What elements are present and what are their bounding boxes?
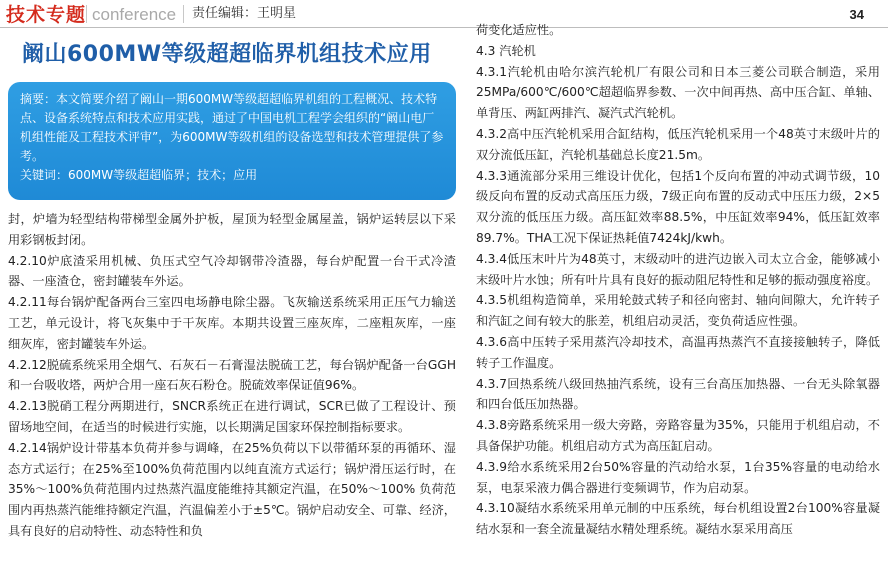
paragraph: 4.2.14锅炉设计带基本负荷并参与调峰，在25%负荷以下以带循环泵的再循环、湿态方式运行；在25%至100%负荷范围内以纯直流方式运行；锅炉滑压运行时，在35%～100%负荷范围内过热蒸汽温度能维持其额定汽温，在50%～100% 负荷范围内再热蒸汽能维持额定汽温，汽温偏差小于±5℃。锅炉启动安全、可靠、经济，具有良好的启动特性、动态特性和负 [8,440,456,538]
paragraph: 4.2.12脱硫系统采用全烟气、石灰石－石膏湿法脱硫工艺，每台锅炉配备一台GGH和一台吸收塔，两炉合用一座石灰石粉仓。脱硫效率保证值96%。 [8,357,456,393]
section-brand: 技术专题 [6,4,87,26]
paragraph: 封，炉墙为轻型结构带梯型金属外护板，屋顶为轻型金属屋盖，锅炉运转层以下采用彩钢板封闭。 [8,212,456,247]
paragraph: 4.2.10炉底渣采用机械、负压式空气冷却钢带冷渣器，每台炉配置一台干式冷渣器、一座渣仓，密封罐装车外运。 [8,253,456,289]
paragraph: 4.3.10凝结水系统采用单元制的中压系统，每台机组设置2台100%容量凝结水泵和一套全流量凝结水精处理系统。凝结水泵采用高压 [476,501,880,537]
right-column [476,20,880,540]
page-number: 34 [849,7,864,22]
keywords-text: 关键词：600MW等级超超临界；技术；应用 [20,168,258,182]
abstract-box [8,82,456,200]
paragraph: 4.2.13脱硝工程分两期进行，SNCR系统正在进行调试，SCR已做了工程设计、预留场地空间，在适当的时候进行实施，以长期满足国家环保控制指标要求。 [8,399,456,434]
paragraph: 4.3.3通流部分采用三维设计优化，包括1个反向布置的冲动式调节级，10级反向布置的反动式高压压力级，7级正向布置的反动式中压压力级，2×5双分流的低压压力级。高压缸效率88.5%，中压缸效率94%，低压缸效率89.7%。THA工况下保证热耗值7424kJ/kwh。 [476,168,880,245]
left-column [8,209,456,542]
abstract-text: 摘要：本文简要介绍了阚山一期600MW等级超超临界机组的工程概况、技术特点、设备系统特点和技术应用实践，通过了中国电机工程学会组织的“阚山电厂机组性能及工程技术评审”，为600MW等级机组的设备选型和技术管理提供了参考。 [20,92,444,163]
section-heading: 4.3 汽轮机 [476,43,536,58]
header-divider [86,5,87,23]
paragraph: 4.3.5机组构造简单，采用轮鼓式转子和径向密封、轴向间隙大，允许转子和汽缸之间有较大的胀差，机组启动灵活，变负荷适应性强。 [476,293,880,329]
paragraph: 4.3.9给水系统采用2台50%容量的汽动给水泵，1台35%容量的电动给水泵，电泵采液力偶合器进行变频调节，作为启动泵。 [476,459,880,495]
paragraph: 4.3.1汽轮机由哈尔滨汽轮机厂有限公司和日本三菱公司联合制造，采用25MPa/600℃/600℃超超临界参数、一次中间再热、高中压合缸、单轴、单背压、两缸两排汽、凝汽式汽轮机。 [476,64,880,121]
header-divider [183,5,184,23]
paragraph: 荷变化适应性。 [476,23,562,37]
paragraph: 4.2.11每台锅炉配备两台三室四电场静电除尘器。飞灰输送系统采用正压气力输送工艺，单元设计，将飞灰集中于干灰库。本期共设置三座灰库，二座粗灰库，一座细灰库，密封罐装车外运。 [8,295,456,351]
paragraph: 4.3.4低压末叶片为48英寸，末级动叶的进汽边嵌入司太立合金，能够减小末级叶片水蚀；所有叶片具有良好的振动阻尼特性和足够的振动强度裕度。 [476,251,880,287]
section-label: conference [92,5,177,24]
paragraph: 4.3.6高中压转子采用蒸汽冷却技术，高温再热蒸汽不直接接触转子，降低转子工作温度。 [476,334,880,370]
editor-credit: 责任编辑：王明星 [192,6,297,21]
paragraph: 4.3.2高中压汽轮机采用合缸结构，低压汽轮机采用一个48英寸末级叶片的双分流低压缸，汽轮机基础总长度21.5m。 [476,126,880,162]
paragraph: 4.3.8旁路系统采用一级大旁路，旁路容量为35%，只能用于机组启动，不具备保护功能。机组启动方式为高压缸启动。 [476,418,880,453]
paragraph: 4.3.7回热系统八级回热抽汽系统，设有三台高压加热器、一台无头除氧器和四台低压加热器。 [476,376,880,412]
article-title: 阚山600MW等级超超临界机组技术应用 [22,42,432,67]
